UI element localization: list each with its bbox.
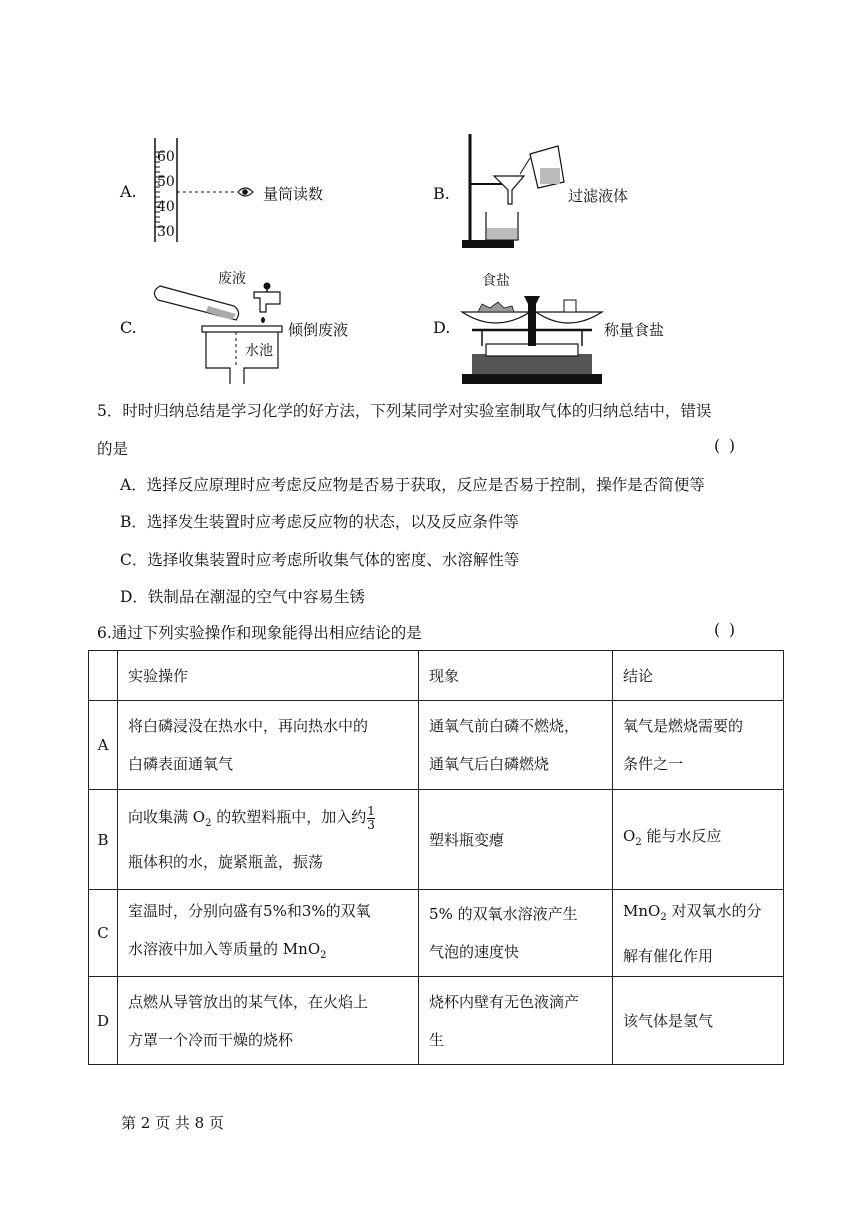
table-row (89, 790, 784, 890)
option-b-letter: B. (433, 184, 450, 203)
row-operation: 将白磷浸没在热水中，再向热水中的 白磷表面通氧气 (118, 701, 419, 790)
option-b-caption: 过滤液体 (568, 187, 629, 205)
header-conclusion: 结论 (613, 651, 784, 701)
q5-choice-a: A．选择反应原理时应考虑反应物是否易于获取，反应是否易于控制，操作是否简便等 (120, 476, 705, 494)
header-operation: 实验操作 (118, 651, 419, 701)
waste-liquid-label: 废液 (218, 271, 246, 287)
option-a-letter: A. (120, 182, 137, 201)
row-label: B (89, 790, 118, 890)
q6-experiment-table (88, 650, 784, 1065)
row-label: C (89, 890, 118, 977)
row-phenomenon: 通氧气前白磷不燃烧， 通氧气后白磷燃烧 (419, 701, 613, 790)
q5-answer-paren: ( ) (714, 437, 738, 455)
q5-stem-line1: 5．时时归纳总结是学习化学的好方法，下列某同学对实验室制取气体的归纳总结中，错误 (97, 402, 712, 420)
table-row (89, 701, 784, 790)
table-row (89, 890, 784, 977)
q6-stem: 6.通过下列实验操作和现象能得出相应结论的是 (97, 624, 422, 642)
table-header-row (89, 651, 784, 701)
waste-pour-figure (148, 280, 288, 386)
cylinder-tick-labels: 60 50 40 30 (157, 149, 175, 240)
q5-choice-d: D．铁制品在潮湿的空气中容易生锈 (120, 588, 365, 606)
q6-answer-paren: ( ) (714, 621, 738, 639)
row-conclusion: $O_2$ 能与水反应 (613, 790, 784, 890)
fraction-one-third: $\frac{1}{3}$ (367, 803, 375, 832)
header-phenomenon: 现象 (419, 651, 613, 701)
row-conclusion: MnO$_2$ 对双氧水的分 解有催化作用 (613, 890, 784, 977)
row-phenomenon: 塑料瓶变瘪 (419, 790, 613, 890)
page-footer: 第 2 页 共 8 页 (121, 1114, 224, 1132)
row-phenomenon: 烧杯内壁有无色液滴产 生 (419, 977, 613, 1065)
row-label: D (89, 977, 118, 1065)
row-operation: 点燃从导管放出的某气体，在火焰上 方罩一个冷而干燥的烧杯 (118, 977, 419, 1065)
table-row (89, 977, 784, 1065)
filtration-figure (458, 132, 568, 252)
salt-label: 食盐 (482, 273, 510, 289)
row-phenomenon: 5% 的双氧水溶液产生 气泡的速度快 (419, 890, 613, 977)
option-c-letter: C. (120, 318, 137, 337)
row-operation: 室温时，分别向盛有5%和3%的双氧 水溶液中加入等质量的 MnO$_2$ (118, 890, 419, 977)
row-label: A (89, 701, 118, 790)
q5-choice-c: C．选择收集装置时应考虑所收集气体的密度、水溶解性等 (120, 551, 520, 569)
row-conclusion: 氧气是燃烧需要的 条件之一 (613, 701, 784, 790)
option-d-caption: 称量食盐 (604, 321, 665, 339)
option-a-caption: 量筒读数 (263, 185, 324, 203)
balance-figure (460, 288, 605, 388)
header-empty (89, 651, 118, 701)
row-conclusion: 该气体是氢气 (613, 977, 784, 1065)
q5-choice-b: B．选择发生装置时应考虑反应物的状态，以及反应条件等 (120, 513, 519, 531)
option-c-caption: 倾倒废液 (288, 321, 349, 339)
row-operation: 向收集满 $O_2$ 的软塑料瓶中，加入约 $\frac{1}{3}$ 瓶体积的水，旋紧瓶盖，振荡 (118, 790, 419, 890)
sink-label: 水池 (245, 343, 273, 359)
q5-stem-line2: 的是 (97, 440, 129, 458)
option-d-letter: D. (433, 318, 451, 337)
